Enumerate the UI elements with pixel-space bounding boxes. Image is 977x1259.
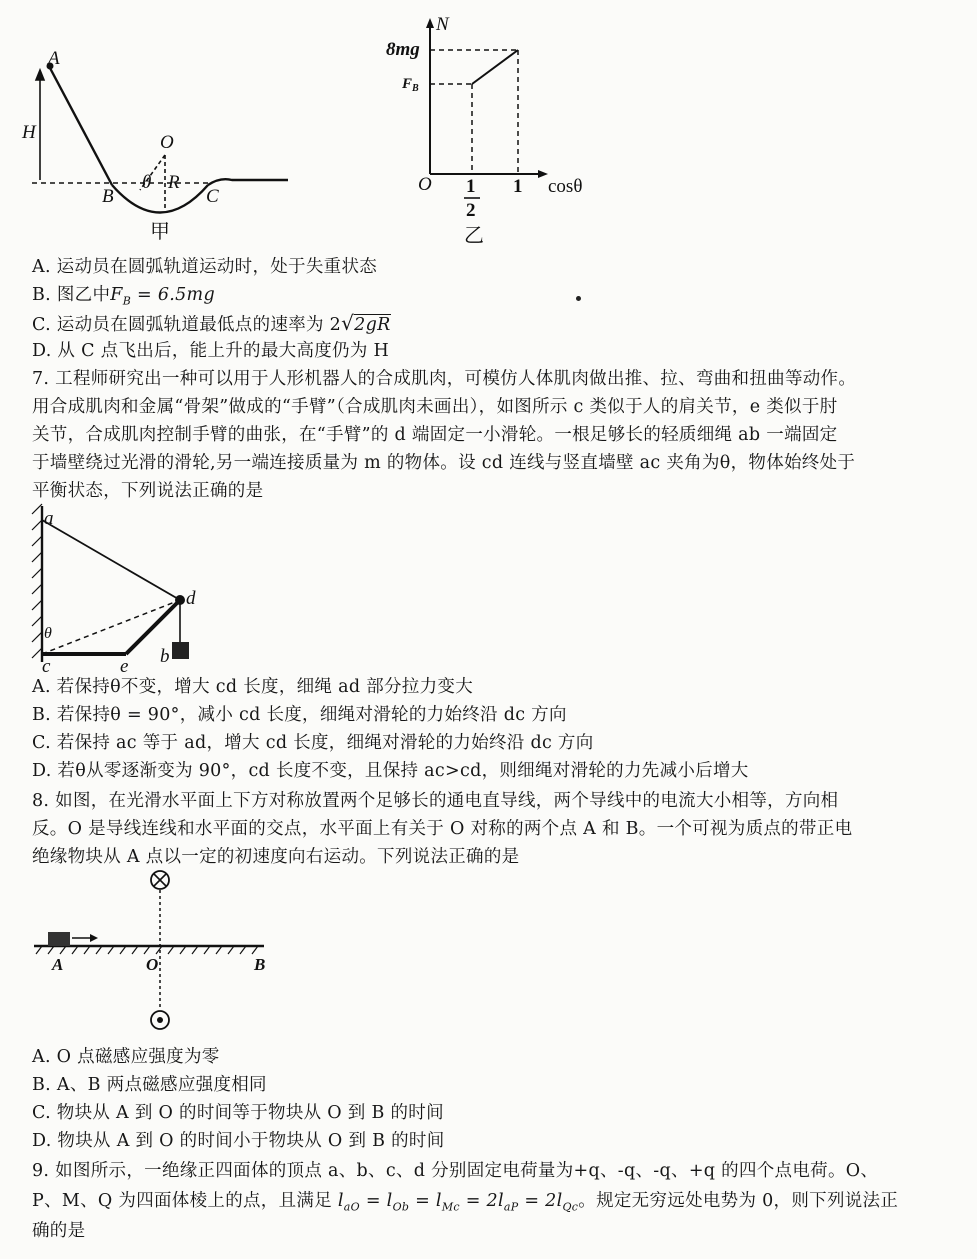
q9-eq-sub-aO: aO (343, 1200, 360, 1214)
q7-option-d: D. 若θ从零逐渐变为 90°，cd 长度不变，且保持 ac>cd，则细绳对滑轮的力先减小后增大 (32, 761, 749, 781)
q7-option-a: A. 若保持θ不变，增大 cd 长度，细绳 ad 部分拉力变大 (32, 677, 473, 697)
q9-eq-l: l (337, 1191, 344, 1211)
q6-option-b-sub: B (122, 294, 132, 308)
q7-label-b: b (160, 646, 170, 667)
q9-eq-part-5: = 2l (459, 1191, 504, 1211)
q8-option-b: B. A、B 两点磁感应强度相同 (32, 1075, 267, 1095)
origin-label: O (418, 174, 432, 195)
q9-line2-suffix: 。规定无穷远处电势为 0，则下列说法正 (578, 1191, 899, 1211)
q6-option-b (32, 284, 215, 313)
q7-stem-line-1: 7. 工程师研究出一种可以用于人形机器人的合成肌肉，可模仿人体肌肉做出推、拉、弯曲和扭曲等动作。 (32, 369, 857, 389)
q9-eq-part-7: = 2l (518, 1191, 563, 1211)
x-axis-label: cosθ (548, 176, 583, 197)
label-theta: θ (142, 172, 152, 193)
q6-option-c-radicand: 2gR (354, 315, 391, 335)
caption-jia: 甲 (150, 221, 170, 243)
q9-line2-prefix: P、M、Q 为四面体棱上的点，且满足 (32, 1191, 338, 1211)
q9-stem-line-2 (32, 1190, 898, 1219)
q6-option-a: A. 运动员在圆弧轨道运动时，处于失重状态 (32, 257, 378, 277)
q7-label-theta: θ (44, 625, 52, 642)
figure-jia (20, 40, 310, 250)
q8-stem-line-1: 8. 如图，在光滑水平面上下方对称放置两个足够长的通电直导线，两个导线中的电流大小相等，方向相 (32, 791, 839, 811)
label-H: H (22, 122, 36, 143)
q8-label-B: B (254, 955, 266, 974)
q9-stem-line-1: 9. 如图所示，一绝缘正四面体的顶点 a、b、c、d 分别固定电荷量为+q、-q、-q、+q 的四个点电荷。O、 (32, 1161, 879, 1181)
q7-option-c: C. 若保持 ac 等于 ad，增大 cd 长度，细绳对滑轮的力始终沿 dc 方向 (32, 733, 594, 753)
tick-8mg: 8mg (386, 39, 420, 60)
figure-q7 (28, 502, 228, 674)
q8-option-c: C. 物块从 A 到 O 的时间等于物块从 O 到 B 的时间 (32, 1103, 444, 1123)
q8-label-O: O (146, 955, 159, 974)
q8-option-a: A. O 点磁感应强度为零 (32, 1047, 220, 1067)
stray-dot (576, 296, 581, 301)
q7-stem-line-5: 平衡状态，下列说法正确的是 (32, 481, 264, 501)
label-O: O (160, 132, 174, 153)
q7-stem-line-2: 用合成肌肉和金属“骨架”做成的“手臂”（合成肌肉未画出），如图所示 c 类似于人的肩关节，e 类似于肘 (32, 397, 838, 417)
q9-eq-part-3: = l (409, 1191, 442, 1211)
y-axis-label: N (436, 14, 449, 35)
q9-eq-sub-Ob: Ob (392, 1200, 410, 1214)
q9-eq-sub-Mc: Mc (441, 1200, 460, 1214)
q6-option-b-value: = 6.5mg (131, 285, 215, 305)
q7-stem-line-4: 于墙壁绕过光滑的滑轮,另一端连接质量为 m 的物体。设 cd 连线与竖直墙壁 ac 夹角为θ，物体始终处于 (32, 453, 856, 473)
tick-half-num: 1 (466, 176, 476, 197)
label-A: A (48, 48, 60, 69)
q9-eq-sub-aP: aP (503, 1200, 519, 1214)
q6-option-d: D. 从 C 点飞出后，能上升的最大高度仍为 H (32, 341, 390, 361)
q7-stem-line-3: 关节，合成肌肉控制手臂的曲张，在“手臂”的 d 端固定一小滑轮。一根足够长的轻质细绳 ab 一端固定 (32, 425, 838, 445)
q6-option-b-symbol: F (110, 285, 123, 305)
q7-label-e: e (120, 656, 129, 674)
caption-yi: 乙 (464, 225, 484, 247)
q8-label-A: A (52, 955, 64, 974)
q9-eq-part-1: = l (359, 1191, 393, 1211)
q6-option-b-prefix: B. 图乙中 (32, 285, 111, 305)
q9-eq-sub-Qc: Qc (562, 1200, 579, 1214)
figure-yi (380, 14, 620, 250)
tick-half-den: 2 (466, 200, 476, 221)
q6-option-c-prefix: C. 运动员在圆弧轨道最低点的速率为 2 (32, 315, 342, 335)
tick-FB: $F_B$ (402, 76, 419, 94)
q6-option-c: C. 运动员在圆弧轨道最低点的速率为 2√2gR (32, 311, 391, 335)
q7-label-c: c (42, 656, 51, 674)
label-B: B (102, 186, 114, 207)
q8-stem-line-3: 绝缘物块从 A 点以一定的初速度向右运动。下列说法正确的是 (32, 847, 520, 867)
q8-stem-line-2: 反。O 是导线连线和水平面的交点，水平面上有关于 O 对称的两个点 A 和 B。一个可视为质点的带正电 (32, 819, 853, 839)
q9-stem-line-3: 确的是 (32, 1221, 86, 1241)
q7-option-b: B. 若保持θ = 90°，减小 cd 长度，细绳对滑轮的力始终沿 dc 方向 (32, 705, 567, 725)
q7-label-a: a (44, 508, 54, 529)
figure-q8 (28, 866, 288, 1036)
label-C: C (206, 186, 219, 207)
label-R: R (168, 172, 180, 193)
q7-label-d: d (186, 588, 196, 609)
tick-one: 1 (513, 176, 523, 197)
q8-option-d: D. 物块从 A 到 O 的时间小于物块从 O 到 B 的时间 (32, 1131, 445, 1151)
